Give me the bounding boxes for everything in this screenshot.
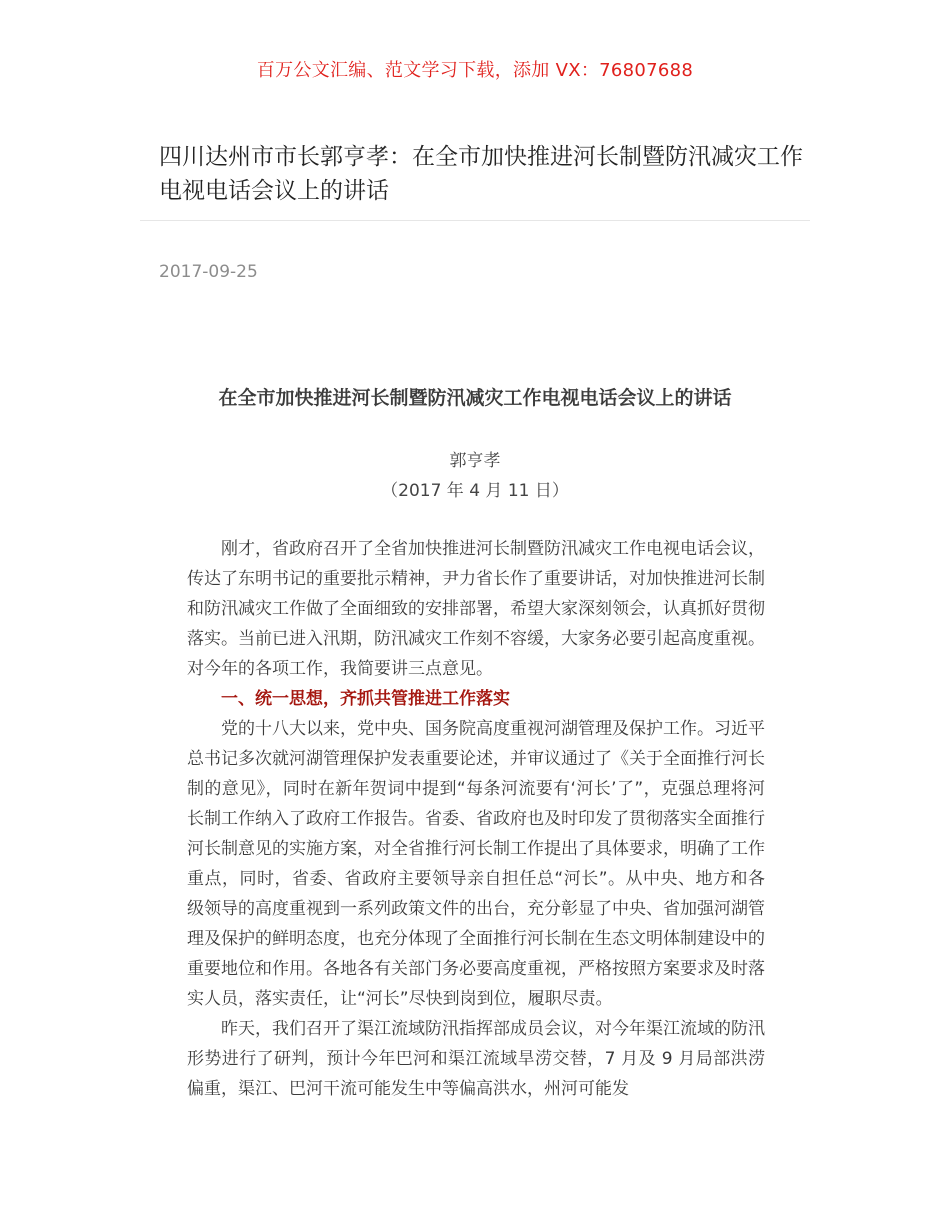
article-title: 四川达州市市长郭亨孝：在全市加快推进河长制暨防汛减灾工作电视电话会议上的讲话 xyxy=(159,144,803,204)
speech-author: 郭亨孝 xyxy=(449,451,501,471)
publish-date: 2017-09-25 xyxy=(159,262,258,282)
body-paragraph: 党的十八大以来，党中央、国务院高度重视河湖管理及保护工作。习近平总书记多次就河湖管理保护发表重要论述，并审议通过了《关于全面推行河长制的意见》，同时在新年贺词中提到“每条河流要有‘河长’了”，克强总理将河长制工作纳入了政府工作报告。省委、省政府也及时印发了贯彻落实全面推行河长制意见的实施方案，对全省推行河长制工作提出了具体要求，明确了工作重点，同时，省委、省政府主要领导亲自担任总“河长”。从中央、地方和各级领导的高度重视到一系列政策文件的出台，充分彰显了中央、省加强河湖管理及保护的鲜明态度，也充分体现了全面推行河长制在生态文明体制建设中的重要地位和作用。各地各有关部门务必要高度重视，严格按照方案要求及时落实人员，落实责任，让“河长”尽快到岗到位，履职尽责。 xyxy=(187,719,765,1009)
body-paragraph: 刚才，省政府召开了全省加快推进河长制暨防汛减灾工作电视电话会议，传达了东明书记的重要批示精神，尹力省长作了重要讲话，对加快推进河长制和防汛减灾工作做了全面细致的安排部署，希望大家深刻领会，认真抓好贯彻落实。当前已进入汛期，防汛减灾工作刻不容缓，大家务必要引起高度重视。对今年的各项工作，我简要讲三点意见。 xyxy=(187,539,765,679)
body-paragraph: 昨天，我们召开了渠江流域防汛指挥部成员会议，对今年渠江流域的防汛形势进行了研判，预计今年巴河和渠江流域旱涝交替，7 月及 9 月局部洪涝偏重，渠江、巴河干流可能发生中等偏高洪水，州河可能发 xyxy=(187,1019,765,1099)
article-header xyxy=(140,140,810,221)
promo-banner: 百万公文汇编、范文学习下载，添加 VX：76807688 xyxy=(256,60,694,81)
speech-title: 在全市加快推进河长制暨防汛减灾工作电视电话会议上的讲话 xyxy=(218,387,732,409)
article-body xyxy=(187,534,765,1104)
speech-date: （2017 年 4 月 11 日） xyxy=(381,481,569,501)
section-heading: 一、统一思想，齐抓共管推进工作落实 xyxy=(221,689,510,709)
